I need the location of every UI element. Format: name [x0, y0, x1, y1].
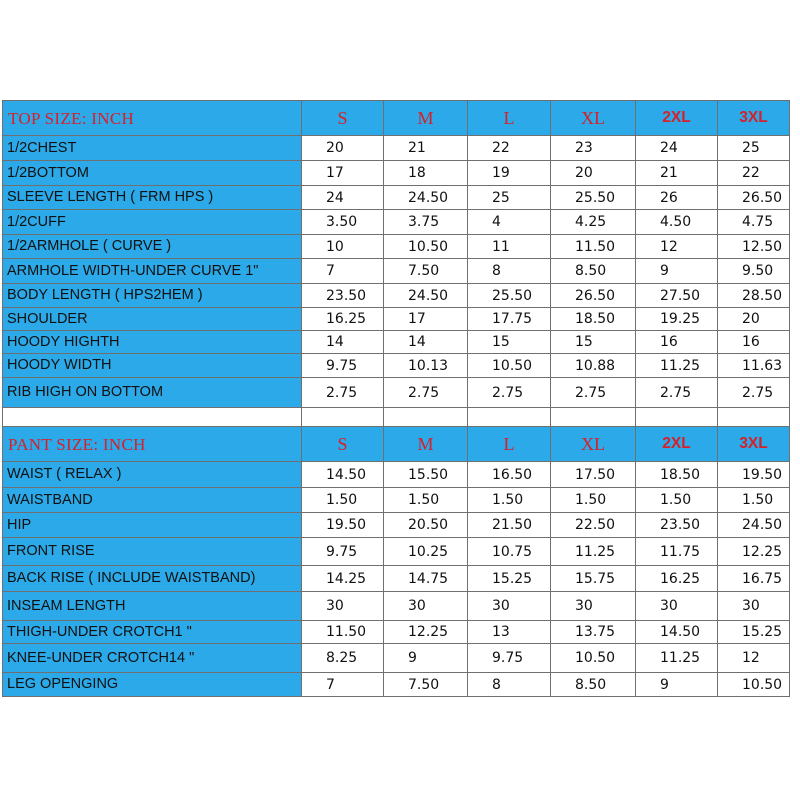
pant-value-cell: 8.50 — [551, 673, 636, 697]
top-measure-label: SLEEVE LENGTH ( FRM HPS ) — [3, 186, 302, 210]
pant-value-cell: 11.50 — [302, 621, 384, 644]
pant-value-cell: 15.25 — [468, 566, 551, 592]
top-value-cell: 27.50 — [636, 284, 718, 308]
pant-measure-label: WAIST ( RELAX ) — [3, 462, 302, 488]
pant-measure-label: FRONT RISE — [3, 538, 302, 566]
pant-size-header-2xl: 2XL — [636, 427, 718, 462]
pant-table-row — [3, 566, 790, 592]
pant-measure-label: INSEAM LENGTH — [3, 592, 302, 621]
top-value-cell: 4.25 — [551, 210, 636, 235]
top-value-cell: 24 — [302, 186, 384, 210]
top-value-cell: 15 — [551, 331, 636, 354]
pant-value-cell: 8 — [468, 673, 551, 697]
spacer-cell — [384, 408, 468, 427]
top-size-header-l: L — [468, 101, 551, 136]
pant-value-cell: 24.50 — [718, 513, 790, 538]
pant-measure-label: BACK RISE ( INCLUDE WAISTBAND) — [3, 566, 302, 592]
pant-value-cell: 8.25 — [302, 644, 384, 673]
top-value-cell: 7.50 — [384, 259, 468, 284]
top-measure-label: ARMHOLE WIDTH-UNDER CURVE 1" — [3, 259, 302, 284]
top-value-cell: 16.25 — [302, 308, 384, 331]
pant-measure-label: THIGH-UNDER CROTCH1 " — [3, 621, 302, 644]
top-value-cell: 8 — [468, 259, 551, 284]
top-value-cell: 10.50 — [384, 235, 468, 259]
pant-value-cell: 9 — [384, 644, 468, 673]
spacer-cell — [551, 408, 636, 427]
top-value-cell: 4 — [468, 210, 551, 235]
pant-value-cell: 22.50 — [551, 513, 636, 538]
pant-value-cell: 10.25 — [384, 538, 468, 566]
top-size-header-m: M — [384, 101, 468, 136]
section-spacer-row — [3, 408, 790, 427]
top-table-row — [3, 235, 790, 259]
top-measure-label: 1/2CUFF — [3, 210, 302, 235]
top-value-cell: 11 — [468, 235, 551, 259]
pant-value-cell: 13.75 — [551, 621, 636, 644]
top-value-cell: 26.50 — [551, 284, 636, 308]
top-value-cell: 24.50 — [384, 284, 468, 308]
pant-value-cell: 11.25 — [551, 538, 636, 566]
top-value-cell: 9 — [636, 259, 718, 284]
pant-table-row — [3, 592, 790, 621]
top-value-cell: 9.75 — [302, 354, 384, 378]
top-value-cell: 10 — [302, 235, 384, 259]
size-chart — [2, 100, 789, 697]
top-size-title: TOP SIZE: INCH — [3, 101, 302, 136]
top-value-cell: 25 — [718, 136, 790, 161]
top-measure-label: RIB HIGH ON BOTTOM — [3, 378, 302, 408]
pant-value-cell: 15.25 — [718, 621, 790, 644]
pant-table-row — [3, 513, 790, 538]
top-value-cell: 14 — [302, 331, 384, 354]
top-table-row — [3, 284, 790, 308]
pant-value-cell: 14.50 — [302, 462, 384, 488]
top-value-cell: 2.75 — [636, 378, 718, 408]
top-value-cell: 25.50 — [468, 284, 551, 308]
pant-value-cell: 9.75 — [302, 538, 384, 566]
top-table-row — [3, 186, 790, 210]
pant-value-cell: 14.50 — [636, 621, 718, 644]
pant-table-row — [3, 644, 790, 673]
top-table-row — [3, 354, 790, 378]
top-value-cell: 16 — [718, 331, 790, 354]
top-value-cell: 24.50 — [384, 186, 468, 210]
pant-value-cell: 7 — [302, 673, 384, 697]
pant-size-header-3xl: 3XL — [718, 427, 790, 462]
pant-value-cell: 1.50 — [384, 488, 468, 513]
top-value-cell: 9.50 — [718, 259, 790, 284]
pant-size-header-l: L — [468, 427, 551, 462]
top-value-cell: 14 — [384, 331, 468, 354]
top-value-cell: 11.25 — [636, 354, 718, 378]
top-value-cell: 16 — [636, 331, 718, 354]
top-value-cell: 19 — [468, 161, 551, 186]
pant-value-cell: 12.25 — [718, 538, 790, 566]
top-value-cell: 2.75 — [302, 378, 384, 408]
pant-measure-label: KNEE-UNDER CROTCH14 " — [3, 644, 302, 673]
top-value-cell: 21 — [636, 161, 718, 186]
top-value-cell: 22 — [468, 136, 551, 161]
pant-value-cell: 21.50 — [468, 513, 551, 538]
top-value-cell: 12.50 — [718, 235, 790, 259]
pant-value-cell: 20.50 — [384, 513, 468, 538]
top-value-cell: 8.50 — [551, 259, 636, 284]
top-value-cell: 2.75 — [718, 378, 790, 408]
pant-value-cell: 12 — [718, 644, 790, 673]
top-value-cell: 17 — [302, 161, 384, 186]
top-measure-label: HOODY HIGHTH — [3, 331, 302, 354]
pant-value-cell: 23.50 — [636, 513, 718, 538]
top-table-row — [3, 259, 790, 284]
top-table-row — [3, 161, 790, 186]
pant-value-cell: 9.75 — [468, 644, 551, 673]
pant-value-cell: 10.50 — [551, 644, 636, 673]
top-measure-label: 1/2ARMHOLE ( CURVE ) — [3, 235, 302, 259]
top-table-row — [3, 331, 790, 354]
pant-value-cell: 11.25 — [636, 644, 718, 673]
pant-table-row — [3, 673, 790, 697]
pant-value-cell: 7.50 — [384, 673, 468, 697]
spacer-cell — [3, 408, 302, 427]
top-value-cell: 20 — [718, 308, 790, 331]
pant-value-cell: 9 — [636, 673, 718, 697]
pant-table-row — [3, 462, 790, 488]
pant-size-header-m: M — [384, 427, 468, 462]
spacer-cell — [468, 408, 551, 427]
spacer-cell — [718, 408, 790, 427]
pant-value-cell: 1.50 — [551, 488, 636, 513]
pant-table-row — [3, 488, 790, 513]
top-value-cell: 20 — [302, 136, 384, 161]
pant-header-row — [3, 427, 790, 462]
top-value-cell: 23.50 — [302, 284, 384, 308]
size-table — [2, 100, 790, 697]
pant-value-cell: 1.50 — [636, 488, 718, 513]
pant-value-cell: 10.75 — [468, 538, 551, 566]
pant-value-cell: 14.25 — [302, 566, 384, 592]
top-value-cell: 18 — [384, 161, 468, 186]
top-value-cell: 28.50 — [718, 284, 790, 308]
top-measure-label: SHOULDER — [3, 308, 302, 331]
pant-value-cell: 30 — [718, 592, 790, 621]
pant-value-cell: 10.50 — [718, 673, 790, 697]
pant-value-cell: 30 — [302, 592, 384, 621]
pant-value-cell: 30 — [551, 592, 636, 621]
top-measure-label: HOODY WIDTH — [3, 354, 302, 378]
pant-table-row — [3, 538, 790, 566]
top-value-cell: 4.75 — [718, 210, 790, 235]
pant-value-cell: 19.50 — [302, 513, 384, 538]
pant-value-cell: 14.75 — [384, 566, 468, 592]
pant-value-cell: 16.75 — [718, 566, 790, 592]
top-value-cell: 2.75 — [468, 378, 551, 408]
top-value-cell: 19.25 — [636, 308, 718, 331]
pant-measure-label: LEG OPENGING — [3, 673, 302, 697]
top-value-cell: 25 — [468, 186, 551, 210]
top-value-cell: 26.50 — [718, 186, 790, 210]
top-size-header-s: S — [302, 101, 384, 136]
pant-value-cell: 1.50 — [302, 488, 384, 513]
pant-value-cell: 1.50 — [468, 488, 551, 513]
top-value-cell: 2.75 — [551, 378, 636, 408]
top-value-cell: 11.63 — [718, 354, 790, 378]
top-value-cell: 10.50 — [468, 354, 551, 378]
pant-size-header-s: S — [302, 427, 384, 462]
top-value-cell: 24 — [636, 136, 718, 161]
top-value-cell: 18.50 — [551, 308, 636, 331]
pant-table-row — [3, 621, 790, 644]
top-value-cell: 15 — [468, 331, 551, 354]
pant-value-cell: 11.75 — [636, 538, 718, 566]
pant-value-cell: 16.25 — [636, 566, 718, 592]
top-size-header-2xl: 2XL — [636, 101, 718, 136]
top-value-cell: 3.50 — [302, 210, 384, 235]
top-size-header-3xl: 3XL — [718, 101, 790, 136]
pant-value-cell: 17.50 — [551, 462, 636, 488]
top-value-cell: 21 — [384, 136, 468, 161]
pant-value-cell: 18.50 — [636, 462, 718, 488]
top-value-cell: 17 — [384, 308, 468, 331]
top-value-cell: 2.75 — [384, 378, 468, 408]
pant-value-cell: 30 — [384, 592, 468, 621]
pant-measure-label: HIP — [3, 513, 302, 538]
top-measure-label: 1/2CHEST — [3, 136, 302, 161]
top-value-cell: 10.13 — [384, 354, 468, 378]
top-measure-label: BODY LENGTH ( HPS2HEM ) — [3, 284, 302, 308]
top-value-cell: 4.50 — [636, 210, 718, 235]
pant-measure-label: WAISTBAND — [3, 488, 302, 513]
top-value-cell: 26 — [636, 186, 718, 210]
top-value-cell: 23 — [551, 136, 636, 161]
top-value-cell: 25.50 — [551, 186, 636, 210]
spacer-cell — [302, 408, 384, 427]
top-measure-label: 1/2BOTTOM — [3, 161, 302, 186]
top-table-row — [3, 378, 790, 408]
pant-value-cell: 30 — [636, 592, 718, 621]
top-header-row — [3, 101, 790, 136]
top-value-cell: 10.88 — [551, 354, 636, 378]
pant-value-cell: 13 — [468, 621, 551, 644]
pant-value-cell: 1.50 — [718, 488, 790, 513]
pant-value-cell: 15.75 — [551, 566, 636, 592]
pant-size-header-xl: XL — [551, 427, 636, 462]
top-value-cell: 17.75 — [468, 308, 551, 331]
top-value-cell: 3.75 — [384, 210, 468, 235]
top-size-header-xl: XL — [551, 101, 636, 136]
spacer-cell — [636, 408, 718, 427]
top-value-cell: 7 — [302, 259, 384, 284]
top-value-cell: 11.50 — [551, 235, 636, 259]
pant-value-cell: 30 — [468, 592, 551, 621]
top-table-row — [3, 136, 790, 161]
top-table-row — [3, 308, 790, 331]
pant-size-title: PANT SIZE: INCH — [3, 427, 302, 462]
top-value-cell: 22 — [718, 161, 790, 186]
top-value-cell: 12 — [636, 235, 718, 259]
pant-value-cell: 19.50 — [718, 462, 790, 488]
top-table-row — [3, 210, 790, 235]
top-value-cell: 20 — [551, 161, 636, 186]
pant-value-cell: 16.50 — [468, 462, 551, 488]
pant-value-cell: 12.25 — [384, 621, 468, 644]
pant-value-cell: 15.50 — [384, 462, 468, 488]
